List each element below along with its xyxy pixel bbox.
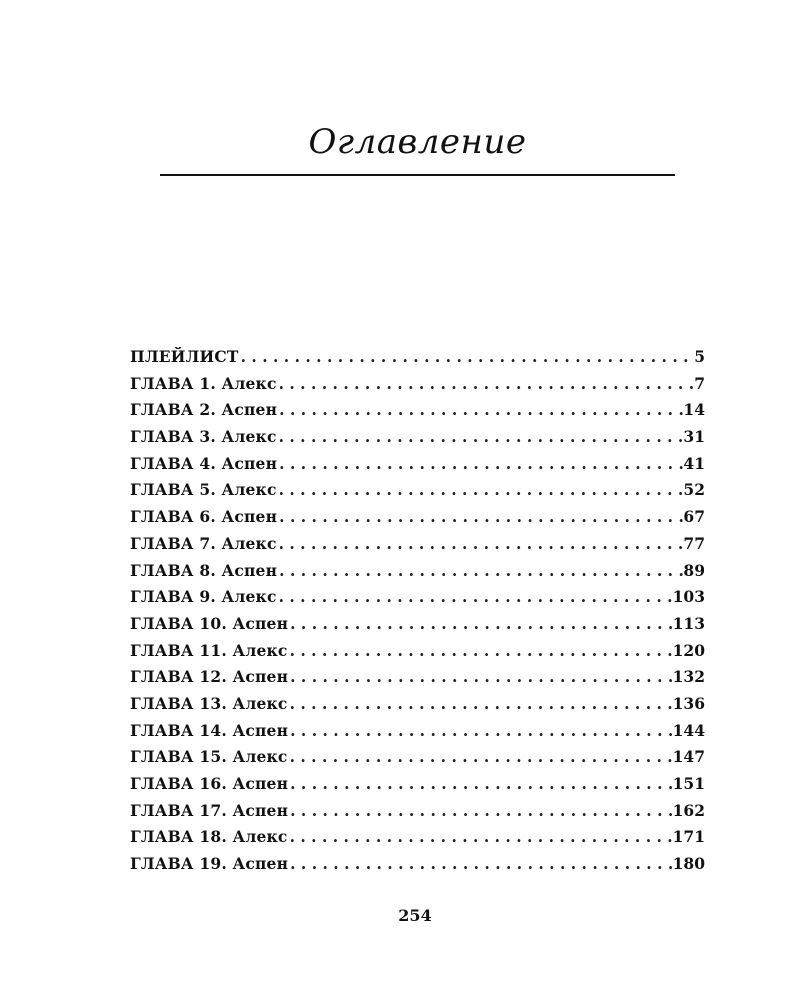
toc-entry-page: 162 [672, 800, 705, 820]
toc-entry[interactable] [130, 827, 705, 854]
toc-entry[interactable] [130, 561, 705, 588]
toc-entry-page: 89 [683, 560, 705, 580]
toc-entry-label: ГЛАВА 17. Аспен [130, 800, 289, 820]
toc-dot-leader [288, 614, 673, 633]
toc-dot-leader [288, 641, 673, 660]
toc-entry-page: 5 [694, 347, 705, 366]
toc-entry[interactable] [130, 747, 705, 774]
toc-entry[interactable] [130, 507, 705, 534]
toc-entry-label: ГЛАВА 12. Аспен [130, 667, 289, 687]
toc-dot-leader [288, 721, 673, 740]
toc-entry[interactable] [130, 374, 705, 401]
toc-entry-label: ГЛАВА 9. Алекс [130, 587, 277, 607]
toc-entry[interactable] [130, 774, 705, 801]
toc-entry[interactable] [130, 347, 705, 374]
toc-entry[interactable] [130, 427, 705, 454]
toc-entry[interactable] [130, 667, 705, 694]
table-of-contents [130, 347, 705, 881]
toc-dot-leader [288, 827, 673, 846]
toc-dot-leader [288, 694, 673, 713]
toc-entry-label: ГЛАВА 11. Алекс [130, 640, 288, 660]
toc-entry[interactable] [130, 534, 705, 561]
toc-entry[interactable] [130, 854, 705, 881]
toc-entry-label: ГЛАВА 15. Алекс [130, 747, 288, 767]
toc-entry[interactable] [130, 721, 705, 748]
toc-entry-page: 7 [694, 373, 705, 393]
toc-entry-label: ГЛАВА 5. Алекс [130, 480, 277, 500]
toc-entry-page: 14 [683, 400, 705, 420]
toc-entry[interactable] [130, 587, 705, 614]
toc-entry-page: 147 [672, 747, 705, 767]
toc-dot-leader [239, 347, 695, 366]
toc-entry[interactable] [130, 801, 705, 828]
toc-entry-page: 41 [683, 453, 705, 473]
toc-entry-page: 120 [672, 640, 705, 660]
toc-entry-label: ГЛАВА 6. Аспен [130, 507, 278, 527]
toc-entry[interactable] [130, 694, 705, 721]
toc-entry-label: ГЛАВА 18. Алекс [130, 827, 288, 847]
toc-dot-leader [277, 561, 683, 580]
toc-entry[interactable] [130, 480, 705, 507]
toc-entry-page: 113 [672, 613, 705, 633]
toc-entry[interactable] [130, 614, 705, 641]
toc-entry[interactable] [130, 454, 705, 481]
toc-entry-label: ПЛЕЙЛИСТ [130, 347, 239, 366]
toc-entry-page: 180 [672, 854, 705, 874]
toc-entry-page: 52 [683, 480, 705, 500]
toc-entry-label: ГЛАВА 13. Алекс [130, 693, 288, 713]
toc-entry-label: ГЛАВА 8. Аспен [130, 560, 278, 580]
page-title: Оглавление [308, 122, 527, 162]
toc-dot-leader [277, 454, 683, 473]
toc-dot-leader [277, 587, 673, 606]
toc-dot-leader [277, 374, 695, 393]
toc-entry-page: 171 [672, 827, 705, 847]
toc-entry-label: ГЛАВА 3. Алекс [130, 427, 277, 447]
toc-dot-leader [288, 667, 673, 686]
page-number: 254 [398, 906, 432, 925]
toc-entry-label: ГЛАВА 16. Аспен [130, 774, 289, 793]
toc-entry[interactable] [130, 641, 705, 668]
toc-entry-page: 151 [672, 774, 705, 793]
toc-dot-leader [288, 774, 673, 793]
toc-dot-leader [277, 534, 684, 553]
toc-entry-page: 103 [672, 587, 705, 607]
title-underline [160, 174, 675, 176]
toc-entry[interactable] [130, 400, 705, 427]
toc-entry-label: ГЛАВА 14. Аспен [130, 720, 289, 740]
toc-entry-page: 67 [683, 507, 705, 527]
toc-entry-label: ГЛАВА 4. Аспен [130, 453, 278, 473]
toc-entry-label: ГЛАВА 19. Аспен [130, 854, 289, 874]
toc-dot-leader [288, 801, 673, 820]
toc-entry-page: 144 [672, 720, 705, 740]
toc-entry-page: 132 [672, 667, 705, 687]
toc-entry-page: 31 [683, 427, 705, 447]
toc-entry-label: ГЛАВА 7. Алекс [130, 533, 277, 553]
toc-dot-leader [277, 400, 683, 419]
toc-entry-label: ГЛАВА 10. Аспен [130, 613, 289, 633]
toc-dot-leader [277, 480, 684, 499]
toc-dot-leader [277, 427, 684, 446]
toc-dot-leader [277, 507, 683, 526]
toc-entry-label: ГЛАВА 1. Алекс [130, 373, 277, 393]
toc-entry-page: 136 [672, 693, 705, 713]
toc-entry-page: 77 [683, 533, 705, 553]
toc-dot-leader [288, 747, 673, 766]
toc-entry-label: ГЛАВА 2. Аспен [130, 400, 278, 420]
toc-dot-leader [288, 854, 673, 873]
